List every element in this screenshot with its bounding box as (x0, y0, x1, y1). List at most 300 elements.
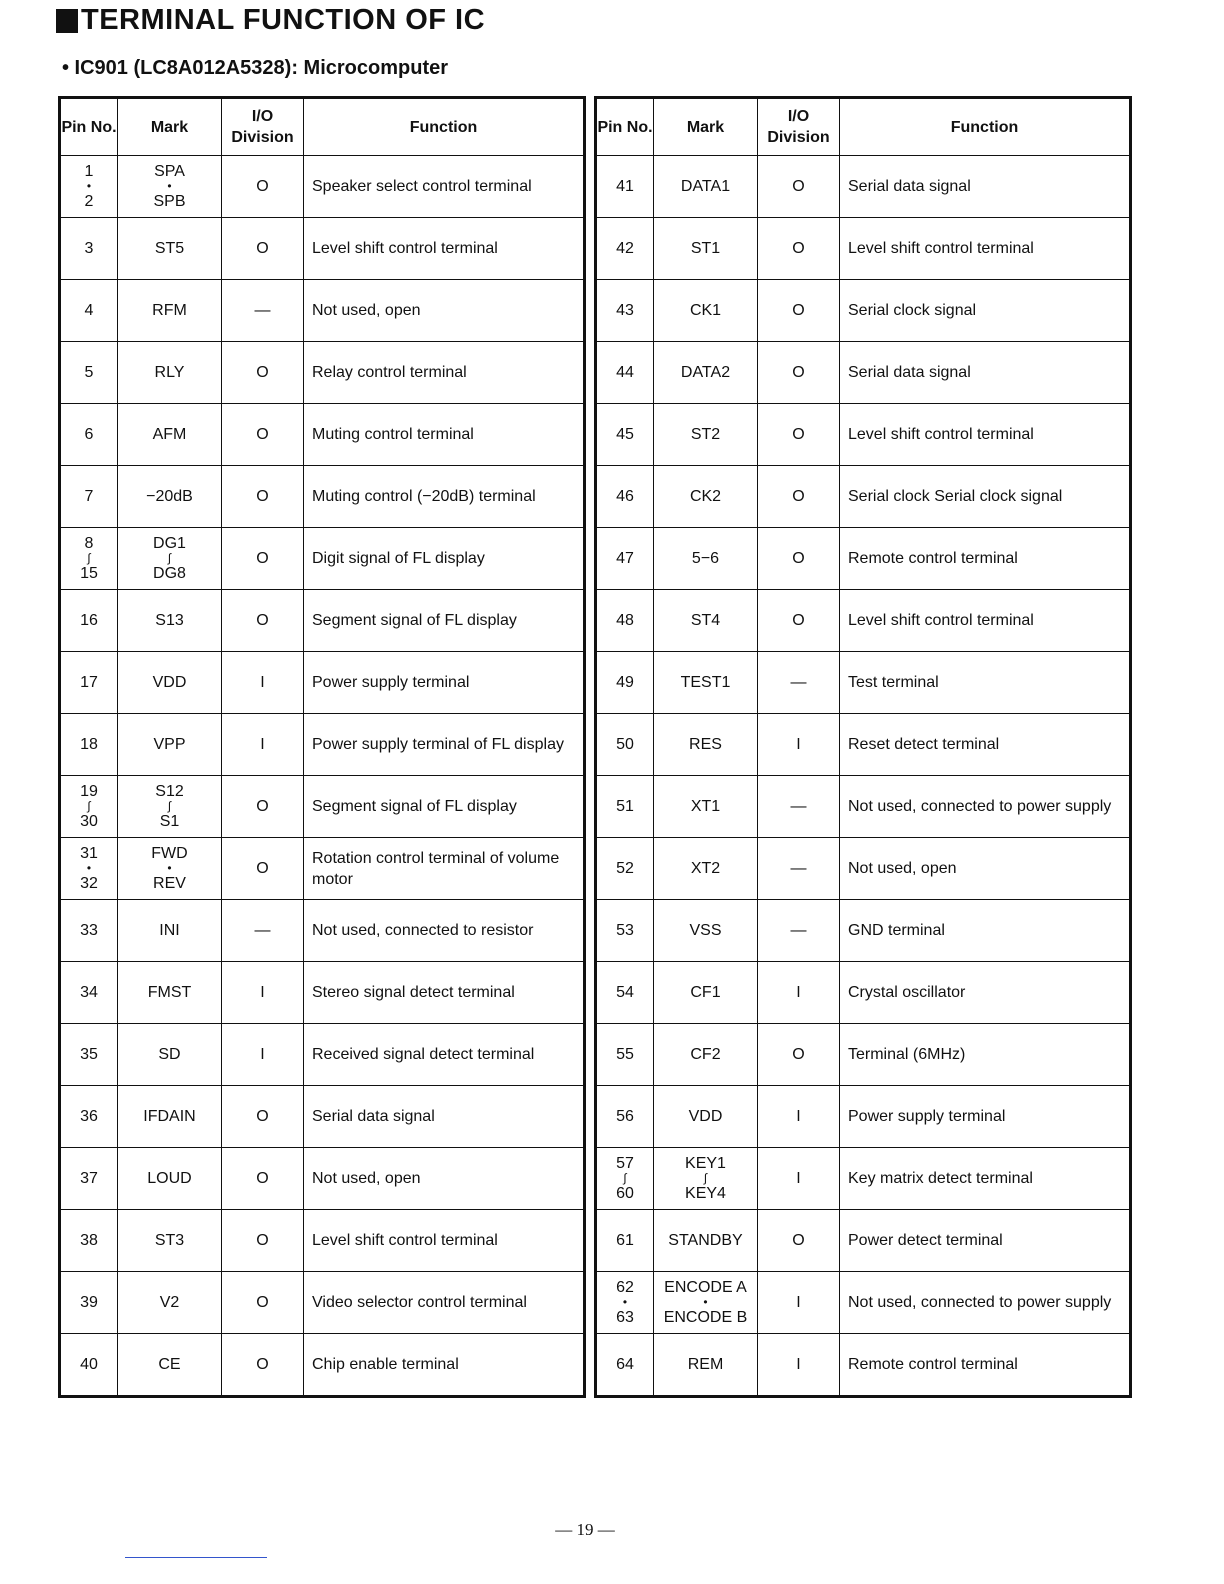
function-cell: Relay control terminal (304, 342, 585, 404)
io-division-cell: I (222, 962, 304, 1024)
table-row (596, 466, 1131, 528)
pin-no-cell-text: 37 (80, 1169, 98, 1187)
pin-no-cell-text: 47 (616, 549, 634, 567)
pin-no-cell (596, 714, 654, 776)
mark-cell (118, 962, 222, 1024)
function-cell: Power detect terminal (840, 1210, 1131, 1272)
function-cell: Power supply terminal of FL display (304, 714, 585, 776)
mark-cell-text: ∫ (703, 1171, 708, 1185)
function-cell: Stereo signal detect terminal (304, 962, 585, 1024)
mark-cell (654, 776, 758, 838)
table-header-row (60, 98, 585, 156)
header-mark: Mark (118, 98, 222, 156)
io-division-cell: — (222, 900, 304, 962)
table-row (60, 466, 585, 528)
mark-cell (118, 652, 222, 714)
mark-cell (654, 218, 758, 280)
function-cell: Test terminal (840, 652, 1131, 714)
io-division-cell: I (222, 652, 304, 714)
header-pin: Pin No. (596, 98, 654, 156)
pin-no-cell (60, 1272, 118, 1334)
io-division-cell: I (758, 1148, 840, 1210)
pin-no-cell (596, 590, 654, 652)
pin-no-cell-text: ∫ (87, 799, 91, 813)
mark-cell (118, 1210, 222, 1272)
mark-cell-text: ST5 (154, 239, 185, 257)
mark-cell-text: SD (158, 1045, 181, 1063)
mark-cell (118, 218, 222, 280)
mark-cell-text: ∫ (167, 799, 172, 813)
io-division-cell: O (222, 156, 304, 218)
pin-table-right (594, 96, 1132, 1398)
mark-cell-text: 5−6 (691, 549, 720, 567)
pin-no-cell (596, 1148, 654, 1210)
mark-cell-text: • (703, 1295, 708, 1309)
pin-no-cell-text: 50 (616, 735, 634, 753)
mark-cell-text: FMST (147, 983, 192, 1001)
mark-cell-text: FWD (151, 845, 188, 862)
mark-cell (654, 714, 758, 776)
mark-cell-text: ST3 (154, 1231, 185, 1249)
header-pin: Pin No. (60, 98, 118, 156)
table-header-row (596, 98, 1131, 156)
table-row (60, 1334, 585, 1397)
mark-cell-text: • (167, 861, 172, 875)
function-cell: Segment signal of FL display (304, 590, 585, 652)
pin-no-cell (596, 1334, 654, 1397)
table-row (596, 280, 1131, 342)
table-row (596, 1272, 1131, 1334)
mark-cell-text: RLY (154, 363, 185, 381)
io-division-cell: O (222, 1086, 304, 1148)
function-cell: Speaker select control terminal (304, 156, 585, 218)
table-row (596, 404, 1131, 466)
function-cell: Not used, connected to resistor (304, 900, 585, 962)
mark-cell-text: CF2 (690, 1045, 721, 1063)
function-cell: Serial clock Serial clock signal (840, 466, 1131, 528)
mark-cell (118, 280, 222, 342)
mark-cell (118, 1272, 222, 1334)
pin-no-cell (60, 280, 118, 342)
io-division-cell: O (222, 528, 304, 590)
io-division-cell: O (222, 838, 304, 900)
function-cell: Level shift control terminal (840, 404, 1131, 466)
function-cell: Power supply terminal (304, 652, 585, 714)
pin-no-cell-text: 61 (616, 1231, 634, 1249)
mark-cell-text: IFDAIN (143, 1107, 196, 1125)
table-row (596, 1024, 1131, 1086)
function-cell: Level shift control terminal (840, 218, 1131, 280)
table-row (596, 776, 1131, 838)
table-row (596, 962, 1131, 1024)
footer-rule (125, 1557, 267, 1558)
table-row (596, 1334, 1131, 1397)
mark-cell (654, 1272, 758, 1334)
pin-no-cell-text: 33 (80, 921, 98, 939)
pin-no-cell-text: 40 (80, 1355, 98, 1373)
black-square-icon (56, 9, 78, 33)
pin-no-cell (596, 218, 654, 280)
pin-no-cell (60, 218, 118, 280)
pin-no-cell (60, 1210, 118, 1272)
io-division-cell: O (758, 404, 840, 466)
pin-no-cell-text: • (622, 1295, 628, 1309)
mark-cell (118, 1024, 222, 1086)
table-row (60, 404, 585, 466)
mark-cell (654, 342, 758, 404)
mark-cell-text: −20dB (146, 487, 193, 505)
pin-no-cell (60, 900, 118, 962)
function-cell: Remote control terminal (840, 528, 1131, 590)
pin-no-cell (596, 280, 654, 342)
pin-no-cell-text: 18 (80, 735, 98, 753)
io-division-cell: O (222, 466, 304, 528)
io-division-cell: I (758, 1272, 840, 1334)
pin-no-cell-text: 34 (80, 983, 98, 1001)
mark-cell (118, 156, 222, 218)
pin-no-cell-text: 3 (84, 239, 94, 257)
pin-no-cell-text: 38 (80, 1231, 98, 1249)
table-row (60, 528, 585, 590)
mark-cell (118, 900, 222, 962)
mark-cell-text: CK2 (689, 487, 722, 505)
mark-cell-text: S12 (155, 783, 184, 800)
mark-cell (118, 1334, 222, 1397)
pin-no-cell-text: 64 (616, 1355, 634, 1373)
pin-no-cell (596, 528, 654, 590)
header-io: I/O Division (758, 98, 840, 156)
mark-cell-text: • (167, 179, 172, 193)
function-cell: Serial data signal (304, 1086, 585, 1148)
function-cell: Chip enable terminal (304, 1334, 585, 1397)
pin-no-cell-text: 52 (616, 859, 634, 877)
pin-no-cell-text: 30 (80, 813, 98, 830)
mark-cell (654, 466, 758, 528)
table-row (60, 1086, 585, 1148)
io-division-cell: O (222, 1272, 304, 1334)
pin-no-cell-text: ∫ (623, 1171, 627, 1185)
function-cell: Serial clock signal (840, 280, 1131, 342)
table-row (60, 1272, 585, 1334)
pin-no-cell (60, 156, 118, 218)
table-row (596, 590, 1131, 652)
mark-cell-text: SPA (154, 163, 185, 180)
io-division-cell: O (758, 528, 840, 590)
page-title-text: TERMINAL FUNCTION OF IC (81, 4, 486, 36)
header-function: Function (304, 98, 585, 156)
mark-cell-text: ENCODE A (664, 1279, 747, 1296)
pin-no-cell (60, 404, 118, 466)
io-division-cell: — (222, 280, 304, 342)
mark-cell-text: XT2 (690, 859, 721, 877)
mark-cell (654, 1210, 758, 1272)
mark-cell-text: VDD (688, 1107, 723, 1125)
pin-no-cell (60, 962, 118, 1024)
function-cell: Serial data signal (840, 156, 1131, 218)
pin-no-cell (60, 342, 118, 404)
table-row (60, 156, 585, 218)
pin-no-cell (60, 714, 118, 776)
table-row (60, 590, 585, 652)
mark-cell (654, 1334, 758, 1397)
io-division-cell: I (222, 714, 304, 776)
io-division-cell: — (758, 776, 840, 838)
pin-no-cell (60, 1334, 118, 1397)
pin-table-left (58, 96, 586, 1398)
mark-cell (118, 1086, 222, 1148)
function-cell: Muting control terminal (304, 404, 585, 466)
mark-cell-text: XT1 (690, 797, 721, 815)
pin-no-cell-text: 8 (84, 535, 94, 552)
function-cell: Remote control terminal (840, 1334, 1131, 1397)
io-division-cell: O (758, 1210, 840, 1272)
pin-no-cell-text: 45 (616, 425, 634, 443)
function-cell: Rotation control terminal of volume motor (304, 838, 585, 900)
mark-cell-text: VPP (153, 735, 186, 753)
pin-no-cell-text: 4 (84, 301, 94, 319)
pin-no-cell-text: 57 (616, 1155, 634, 1172)
function-cell: Muting control (−20dB) terminal (304, 466, 585, 528)
mark-cell-text: CK1 (689, 301, 722, 319)
pin-no-cell (596, 776, 654, 838)
mark-cell (654, 1148, 758, 1210)
mark-cell (654, 838, 758, 900)
pin-no-cell-text: 16 (80, 611, 98, 629)
mark-cell (118, 838, 222, 900)
pin-no-cell (60, 838, 118, 900)
io-division-cell: I (222, 1024, 304, 1086)
pin-no-cell-text: 32 (80, 875, 98, 892)
mark-cell (654, 280, 758, 342)
table-row (596, 714, 1131, 776)
mark-cell-text: LOUD (147, 1169, 192, 1187)
pin-no-cell-text: 1 (84, 163, 94, 180)
io-division-cell: O (222, 1334, 304, 1397)
mark-cell (654, 528, 758, 590)
table-row (596, 838, 1131, 900)
function-cell: Not used, open (304, 280, 585, 342)
io-division-cell: — (758, 838, 840, 900)
pin-no-cell (60, 1024, 118, 1086)
pin-no-cell-text: 53 (616, 921, 634, 939)
pin-no-cell-text: 42 (616, 239, 634, 257)
mark-cell (654, 590, 758, 652)
mark-cell-text: VSS (689, 921, 722, 939)
pin-no-cell-text: 39 (80, 1293, 98, 1311)
pin-no-cell (596, 1210, 654, 1272)
pin-no-cell (596, 342, 654, 404)
function-cell: Power supply terminal (840, 1086, 1131, 1148)
io-division-cell: O (758, 280, 840, 342)
pin-no-cell (596, 652, 654, 714)
io-division-cell: O (758, 218, 840, 280)
function-cell: Received signal detect terminal (304, 1024, 585, 1086)
function-cell: Not used, connected to power supply (840, 1272, 1131, 1334)
function-cell: Crystal oscillator (840, 962, 1131, 1024)
mark-cell-text: CF1 (690, 983, 721, 1001)
pin-no-cell-text: 51 (616, 797, 634, 815)
mark-cell-text: REV (153, 875, 186, 892)
pin-no-cell-text: 17 (80, 673, 98, 691)
pin-no-cell (60, 528, 118, 590)
pin-no-cell-text: 49 (616, 673, 634, 691)
mark-cell (654, 1086, 758, 1148)
pin-no-cell-text: 36 (80, 1107, 98, 1125)
table-row (60, 838, 585, 900)
table-row (60, 280, 585, 342)
mark-cell (654, 1024, 758, 1086)
mark-cell-text: ST4 (690, 611, 721, 629)
table-row (60, 652, 585, 714)
mark-cell (118, 466, 222, 528)
mark-cell-text: DG8 (153, 565, 186, 582)
mark-cell (654, 962, 758, 1024)
table-row (60, 1210, 585, 1272)
pin-no-cell (60, 466, 118, 528)
mark-cell-text: TEST1 (680, 673, 731, 691)
table-row (596, 218, 1131, 280)
mark-cell (118, 342, 222, 404)
function-cell: GND terminal (840, 900, 1131, 962)
mark-cell (118, 528, 222, 590)
function-cell: Level shift control terminal (304, 1210, 585, 1272)
mark-cell-text: DATA2 (680, 363, 731, 381)
mark-cell (118, 714, 222, 776)
pin-no-cell-text: 31 (80, 845, 98, 862)
function-cell: Key matrix detect terminal (840, 1148, 1131, 1210)
pin-no-cell-text: 43 (616, 301, 634, 319)
mark-cell (118, 590, 222, 652)
mark-cell (118, 1148, 222, 1210)
mark-cell (654, 156, 758, 218)
mark-cell-text: RFM (152, 301, 187, 319)
pin-no-cell (596, 962, 654, 1024)
mark-cell-text: ST1 (690, 239, 721, 257)
pin-no-cell-text: • (86, 861, 92, 875)
table-row (596, 156, 1131, 218)
pin-no-cell-text: • (86, 179, 92, 193)
pin-no-cell (60, 590, 118, 652)
function-cell: Video selector control terminal (304, 1272, 585, 1334)
page-number: — 19 — (555, 1520, 615, 1539)
pin-no-cell-text: 56 (616, 1107, 634, 1125)
mark-cell-text: SPB (153, 193, 186, 210)
io-division-cell: O (222, 590, 304, 652)
mark-cell (654, 900, 758, 962)
pin-no-cell (60, 776, 118, 838)
function-cell: Not used, open (840, 838, 1131, 900)
pin-no-cell (596, 1272, 654, 1334)
pin-no-cell (60, 1086, 118, 1148)
io-division-cell: O (758, 342, 840, 404)
function-cell: Reset detect terminal (840, 714, 1131, 776)
io-division-cell: I (758, 962, 840, 1024)
mark-cell-text: REM (687, 1355, 724, 1373)
mark-cell-text: DG1 (153, 535, 186, 552)
table-row (60, 1148, 585, 1210)
pin-no-cell-text: 48 (616, 611, 634, 629)
pin-no-cell (596, 1024, 654, 1086)
mark-cell-text: AFM (152, 425, 187, 443)
header-function: Function (840, 98, 1131, 156)
io-division-cell: I (758, 1086, 840, 1148)
function-cell: Digit signal of FL display (304, 528, 585, 590)
pin-no-cell-text: 60 (616, 1185, 634, 1202)
mark-cell-text: KEY1 (685, 1155, 726, 1172)
table-row (60, 218, 585, 280)
section-subtitle: • IC901 (LC8A012A5328): Microcomputer (62, 57, 449, 79)
function-cell: Level shift control terminal (304, 218, 585, 280)
pin-no-cell (60, 652, 118, 714)
pin-no-cell-text: 55 (616, 1045, 634, 1063)
mark-cell-text: V2 (159, 1293, 180, 1311)
function-cell: Segment signal of FL display (304, 776, 585, 838)
mark-cell-text: ST2 (690, 425, 721, 443)
io-division-cell: O (222, 404, 304, 466)
table-row (596, 1086, 1131, 1148)
io-division-cell: O (758, 156, 840, 218)
io-division-cell: O (222, 1148, 304, 1210)
function-cell: Terminal (6MHz) (840, 1024, 1131, 1086)
io-division-cell: O (222, 342, 304, 404)
pin-no-cell-text: 54 (616, 983, 634, 1001)
table-row (596, 652, 1131, 714)
table-row (596, 528, 1131, 590)
pin-no-cell (596, 466, 654, 528)
pin-no-cell-text: 19 (80, 783, 98, 800)
pin-no-cell-text: 63 (616, 1309, 634, 1326)
function-cell: Not used, open (304, 1148, 585, 1210)
mark-cell-text: ENCODE B (663, 1309, 748, 1326)
mark-cell (118, 404, 222, 466)
pin-no-cell-text: 44 (616, 363, 634, 381)
io-division-cell: — (758, 652, 840, 714)
pin-no-cell (596, 900, 654, 962)
mark-cell (654, 652, 758, 714)
table-row (60, 342, 585, 404)
function-cell: Level shift control terminal (840, 590, 1131, 652)
table-row (596, 342, 1131, 404)
pin-no-cell-text: 2 (84, 193, 94, 210)
table-row (596, 1210, 1131, 1272)
pin-no-cell-text: 46 (616, 487, 634, 505)
io-division-cell: — (758, 900, 840, 962)
table-row (60, 776, 585, 838)
table-row (60, 962, 585, 1024)
pin-no-cell (596, 838, 654, 900)
io-division-cell: I (758, 1334, 840, 1397)
pin-no-cell-text: 62 (616, 1279, 634, 1296)
io-division-cell: O (758, 1024, 840, 1086)
pin-no-cell-text: 5 (84, 363, 94, 381)
header-io: I/O Division (222, 98, 304, 156)
pin-no-cell (596, 156, 654, 218)
table-row (596, 1148, 1131, 1210)
table-row (60, 900, 585, 962)
io-division-cell: O (758, 590, 840, 652)
function-cell: Serial data signal (840, 342, 1131, 404)
pin-no-cell-text: 7 (84, 487, 94, 505)
mark-cell (118, 776, 222, 838)
page-title (56, 4, 485, 37)
mark-cell-text: S1 (159, 813, 180, 830)
io-division-cell: O (222, 1210, 304, 1272)
pin-no-cell (60, 1148, 118, 1210)
mark-cell (654, 404, 758, 466)
table-row (60, 1024, 585, 1086)
mark-cell-text: VDD (152, 673, 187, 691)
io-division-cell: O (222, 776, 304, 838)
